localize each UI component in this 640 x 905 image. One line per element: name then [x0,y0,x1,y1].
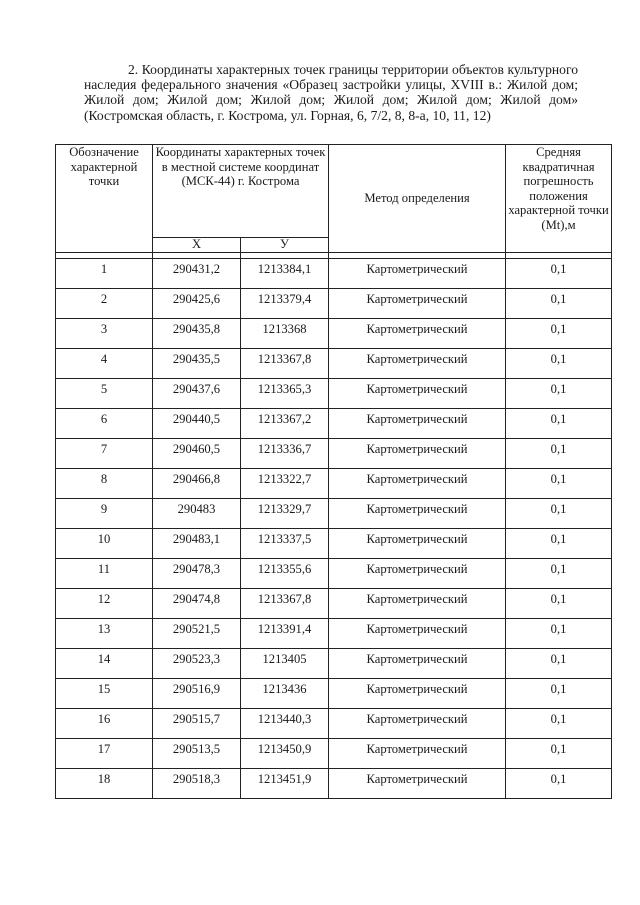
cell-error: 0,1 [506,709,612,739]
cell-method: Картометрический [329,679,506,709]
cell-point: 18 [56,769,153,799]
cell-x: 290435,5 [153,349,241,379]
cell-error: 0,1 [506,589,612,619]
cell-x: 290518,3 [153,769,241,799]
cell-point: 4 [56,349,153,379]
cell-x: 290483 [153,499,241,529]
table-row [56,379,612,409]
table-body [56,253,612,799]
cell-x: 290474,8 [153,589,241,619]
cell-error: 0,1 [506,469,612,499]
header-error: Средняя квадратичная погрешность положения характерной точки (Mt),м [506,145,612,253]
cell-point: 2 [56,289,153,319]
cell-error: 0,1 [506,739,612,769]
cell-point: 1 [56,259,153,289]
cell-x: 290513,5 [153,739,241,769]
cell-error: 0,1 [506,559,612,589]
header-y: У [241,238,329,253]
cell-point: 13 [56,619,153,649]
coordinates-table [55,144,612,799]
cell-error: 0,1 [506,649,612,679]
cell-point: 15 [56,679,153,709]
cell-method: Картометрический [329,709,506,739]
cell-point: 11 [56,559,153,589]
table-row [56,619,612,649]
cell-error: 0,1 [506,379,612,409]
table-row [56,559,612,589]
table-row [56,469,612,499]
cell-method: Картометрический [329,319,506,349]
table-row [56,529,612,559]
cell-y: 1213336,7 [241,439,329,469]
cell-method: Картометрический [329,649,506,679]
cell-error: 0,1 [506,289,612,319]
cell-x: 290440,5 [153,409,241,439]
cell-point: 6 [56,409,153,439]
cell-x: 290460,5 [153,439,241,469]
cell-point: 3 [56,319,153,349]
cell-y: 1213405 [241,649,329,679]
cell-point: 9 [56,499,153,529]
cell-point: 8 [56,469,153,499]
cell-y: 1213367,2 [241,409,329,439]
header-x: Х [153,238,241,253]
cell-y: 1213365,3 [241,379,329,409]
table-row [56,349,612,379]
section-heading [84,62,578,123]
table-row [56,649,612,679]
cell-error: 0,1 [506,619,612,649]
cell-method: Картометрический [329,559,506,589]
cell-x: 290425,6 [153,289,241,319]
cell-y: 1213450,9 [241,739,329,769]
cell-y: 1213379,4 [241,289,329,319]
cell-error: 0,1 [506,439,612,469]
cell-y: 1213436 [241,679,329,709]
cell-x: 290435,8 [153,319,241,349]
cell-x: 290478,3 [153,559,241,589]
cell-method: Картометрический [329,349,506,379]
cell-method: Картометрический [329,259,506,289]
cell-error: 0,1 [506,319,612,349]
cell-error: 0,1 [506,259,612,289]
cell-point: 12 [56,589,153,619]
cell-y: 1213368 [241,319,329,349]
cell-y: 1213451,9 [241,769,329,799]
cell-x: 290516,9 [153,679,241,709]
cell-method: Картометрический [329,589,506,619]
cell-x: 290466,8 [153,469,241,499]
table-row [56,589,612,619]
table-row [56,709,612,739]
cell-point: 14 [56,649,153,679]
cell-y: 1213329,7 [241,499,329,529]
cell-y: 1213367,8 [241,349,329,379]
cell-error: 0,1 [506,769,612,799]
cell-x: 290523,3 [153,649,241,679]
table-row [56,439,612,469]
cell-x: 290431,2 [153,259,241,289]
cell-method: Картометрический [329,769,506,799]
cell-method: Картометрический [329,499,506,529]
table-row [56,409,612,439]
cell-method: Картометрический [329,439,506,469]
cell-error: 0,1 [506,499,612,529]
cell-point: 16 [56,709,153,739]
cell-y: 1213391,4 [241,619,329,649]
cell-y: 1213337,5 [241,529,329,559]
cell-x: 290515,7 [153,709,241,739]
cell-method: Картометрический [329,289,506,319]
table-row [56,319,612,349]
cell-method: Картометрический [329,529,506,559]
cell-point: 7 [56,439,153,469]
cell-y: 1213355,6 [241,559,329,589]
cell-y: 1213367,8 [241,589,329,619]
cell-y: 1213440,3 [241,709,329,739]
cell-point: 10 [56,529,153,559]
cell-method: Картометрический [329,739,506,769]
table-row [56,739,612,769]
cell-method: Картометрический [329,379,506,409]
cell-error: 0,1 [506,409,612,439]
cell-point: 5 [56,379,153,409]
table-row [56,289,612,319]
cell-method: Картометрический [329,409,506,439]
cell-y: 1213384,1 [241,259,329,289]
table-row [56,679,612,709]
table-row [56,499,612,529]
section-heading-text: 2. Координаты характерных точек границы территории объектов культурного наследия федерального значения «Образец застройки улицы, XVIII в.: Жилой дом; Жилой дом; Жилой дом; Жилой дом; Жилой дом; Жилой дом; Жилой дом» (Костромская область, г. Кострома, ул. Горная, 6, 7/2, 8, 8-а, 10, 11, 12) [84,62,578,123]
table-row [56,259,612,289]
cell-x: 290521,5 [153,619,241,649]
cell-error: 0,1 [506,529,612,559]
cell-point: 17 [56,739,153,769]
cell-y: 1213322,7 [241,469,329,499]
table-row [56,769,612,799]
cell-method: Картометрический [329,469,506,499]
header-point: Обозначение характерной точки [56,145,153,253]
cell-method: Картометрический [329,619,506,649]
cell-error: 0,1 [506,679,612,709]
cell-x: 290483,1 [153,529,241,559]
header-method: Метод определения [329,145,506,253]
cell-x: 290437,6 [153,379,241,409]
header-coordinates: Координаты характерных точек в местной системе координат (МСК-44) г. Кострома [153,145,329,238]
cell-error: 0,1 [506,349,612,379]
